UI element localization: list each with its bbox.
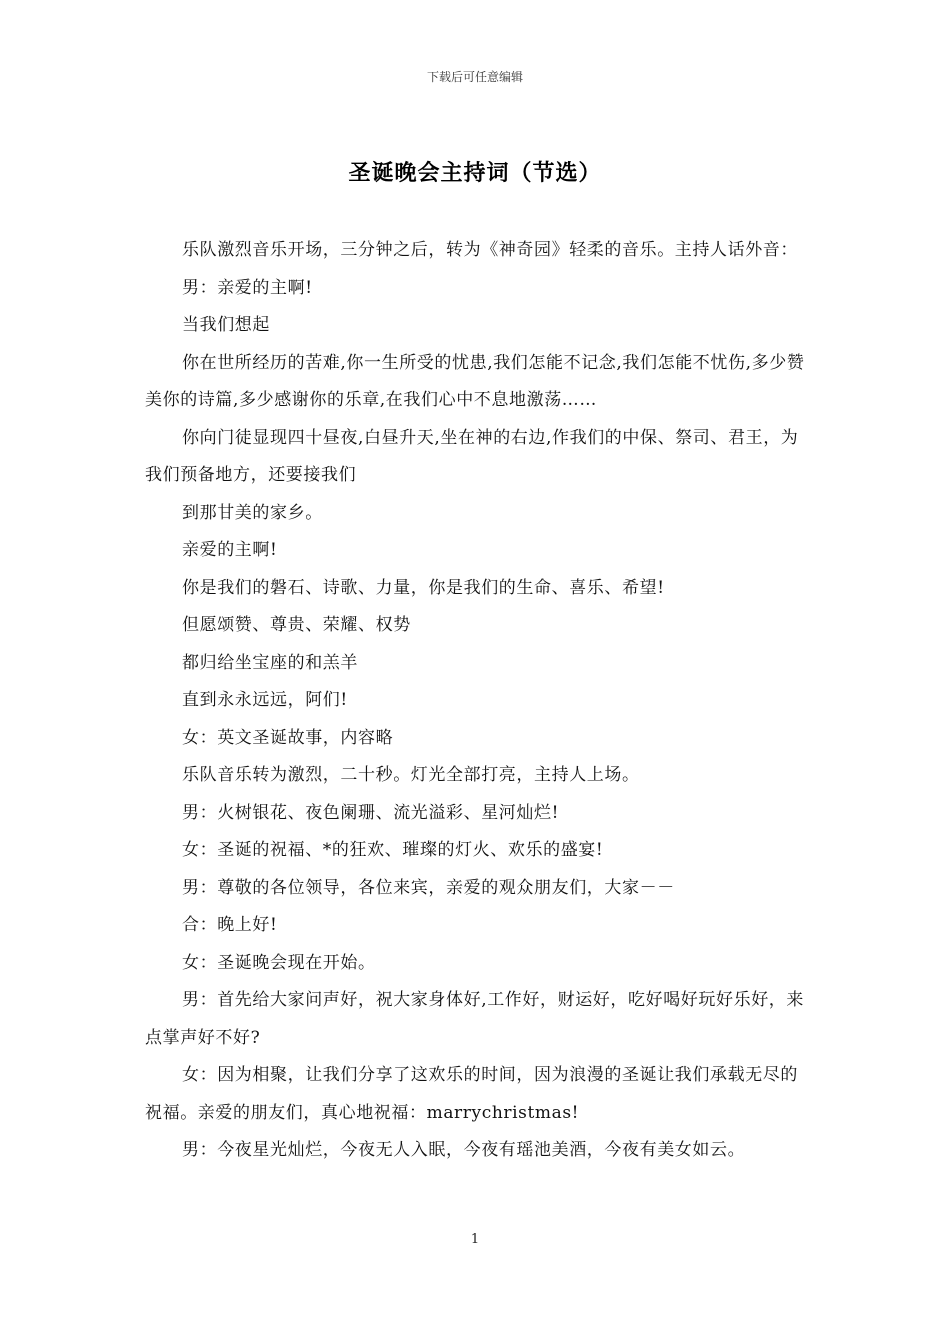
paragraph: 你是我们的磐石、诗歌、力量，你是我们的生命、喜乐、希望! bbox=[182, 577, 665, 598]
paragraph: 女：圣诞晚会现在开始。 bbox=[182, 952, 376, 973]
page-number: 1 bbox=[470, 1232, 480, 1247]
document-title: 圣诞晚会主持词（节选） bbox=[348, 160, 602, 186]
paragraph: 你在世所经历的苦难,你一生所受的忧患,我们怎能不记念,我们怎能不忧伤,多少赞美你的诗篇,多少感谢你的乐章,在我们心中不息地激荡…… bbox=[145, 352, 805, 410]
paragraph: 乐队音乐转为激烈，二十秒。灯光全部打亮，主持人上场。 bbox=[182, 765, 640, 785]
paragraph: 亲爱的主啊! bbox=[182, 540, 278, 560]
paragraph: 男：尊敬的各位领导，各位来宾，亲爱的观众朋友们，大家－－ bbox=[182, 877, 675, 898]
paragraph: 但愿颂赞、尊贵、荣耀、权势 bbox=[182, 615, 411, 635]
paragraph: 当我们想起 bbox=[182, 315, 270, 335]
paragraph: 男：火树银花、夜色阑珊、流光溢彩、星河灿烂! bbox=[182, 802, 560, 823]
paragraph: 你向门徒显现四十昼夜,白昼升天,坐在神的右边,作我们的中保、祭司、君王，为我们预备地方，还要接我们 bbox=[145, 427, 799, 485]
paragraph: 合：晚上好! bbox=[182, 915, 278, 935]
paragraph: 女：因为相聚，让我们分享了这欢乐的时间，因为浪漫的圣诞让我们承载无尽的祝福。亲爱的朋友们，真心地祝福：marrychristmas! bbox=[145, 1065, 798, 1123]
paragraph: 直到永永远远，阿们! bbox=[182, 690, 348, 710]
document-body bbox=[145, 232, 813, 1170]
paragraph: 都归给坐宝座的和羔羊 bbox=[182, 652, 358, 673]
paragraph: 女：英文圣诞故事，内容略 bbox=[182, 727, 394, 748]
paragraph: 男：首先给大家问声好，祝大家身体好,工作好，财运好，吃好喝好玩好乐好，来点掌声好不好? bbox=[145, 990, 805, 1048]
paragraph: 男：今夜星光灿烂，今夜无人入眠，今夜有瑶池美酒，今夜有美女如云。 bbox=[182, 1140, 746, 1160]
paragraph: 乐队激烈音乐开场，三分钟之后，转为《神奇园》轻柔的音乐。主持人话外音： bbox=[182, 240, 798, 260]
page-header: 下载后可任意编辑 bbox=[426, 70, 523, 84]
paragraph: 到那甘美的家乡。 bbox=[182, 502, 323, 523]
paragraph: 女：圣诞的祝福、*的狂欢、璀璨的灯火、欢乐的盛宴! bbox=[182, 840, 604, 860]
paragraph: 男：亲爱的主啊! bbox=[182, 277, 313, 298]
